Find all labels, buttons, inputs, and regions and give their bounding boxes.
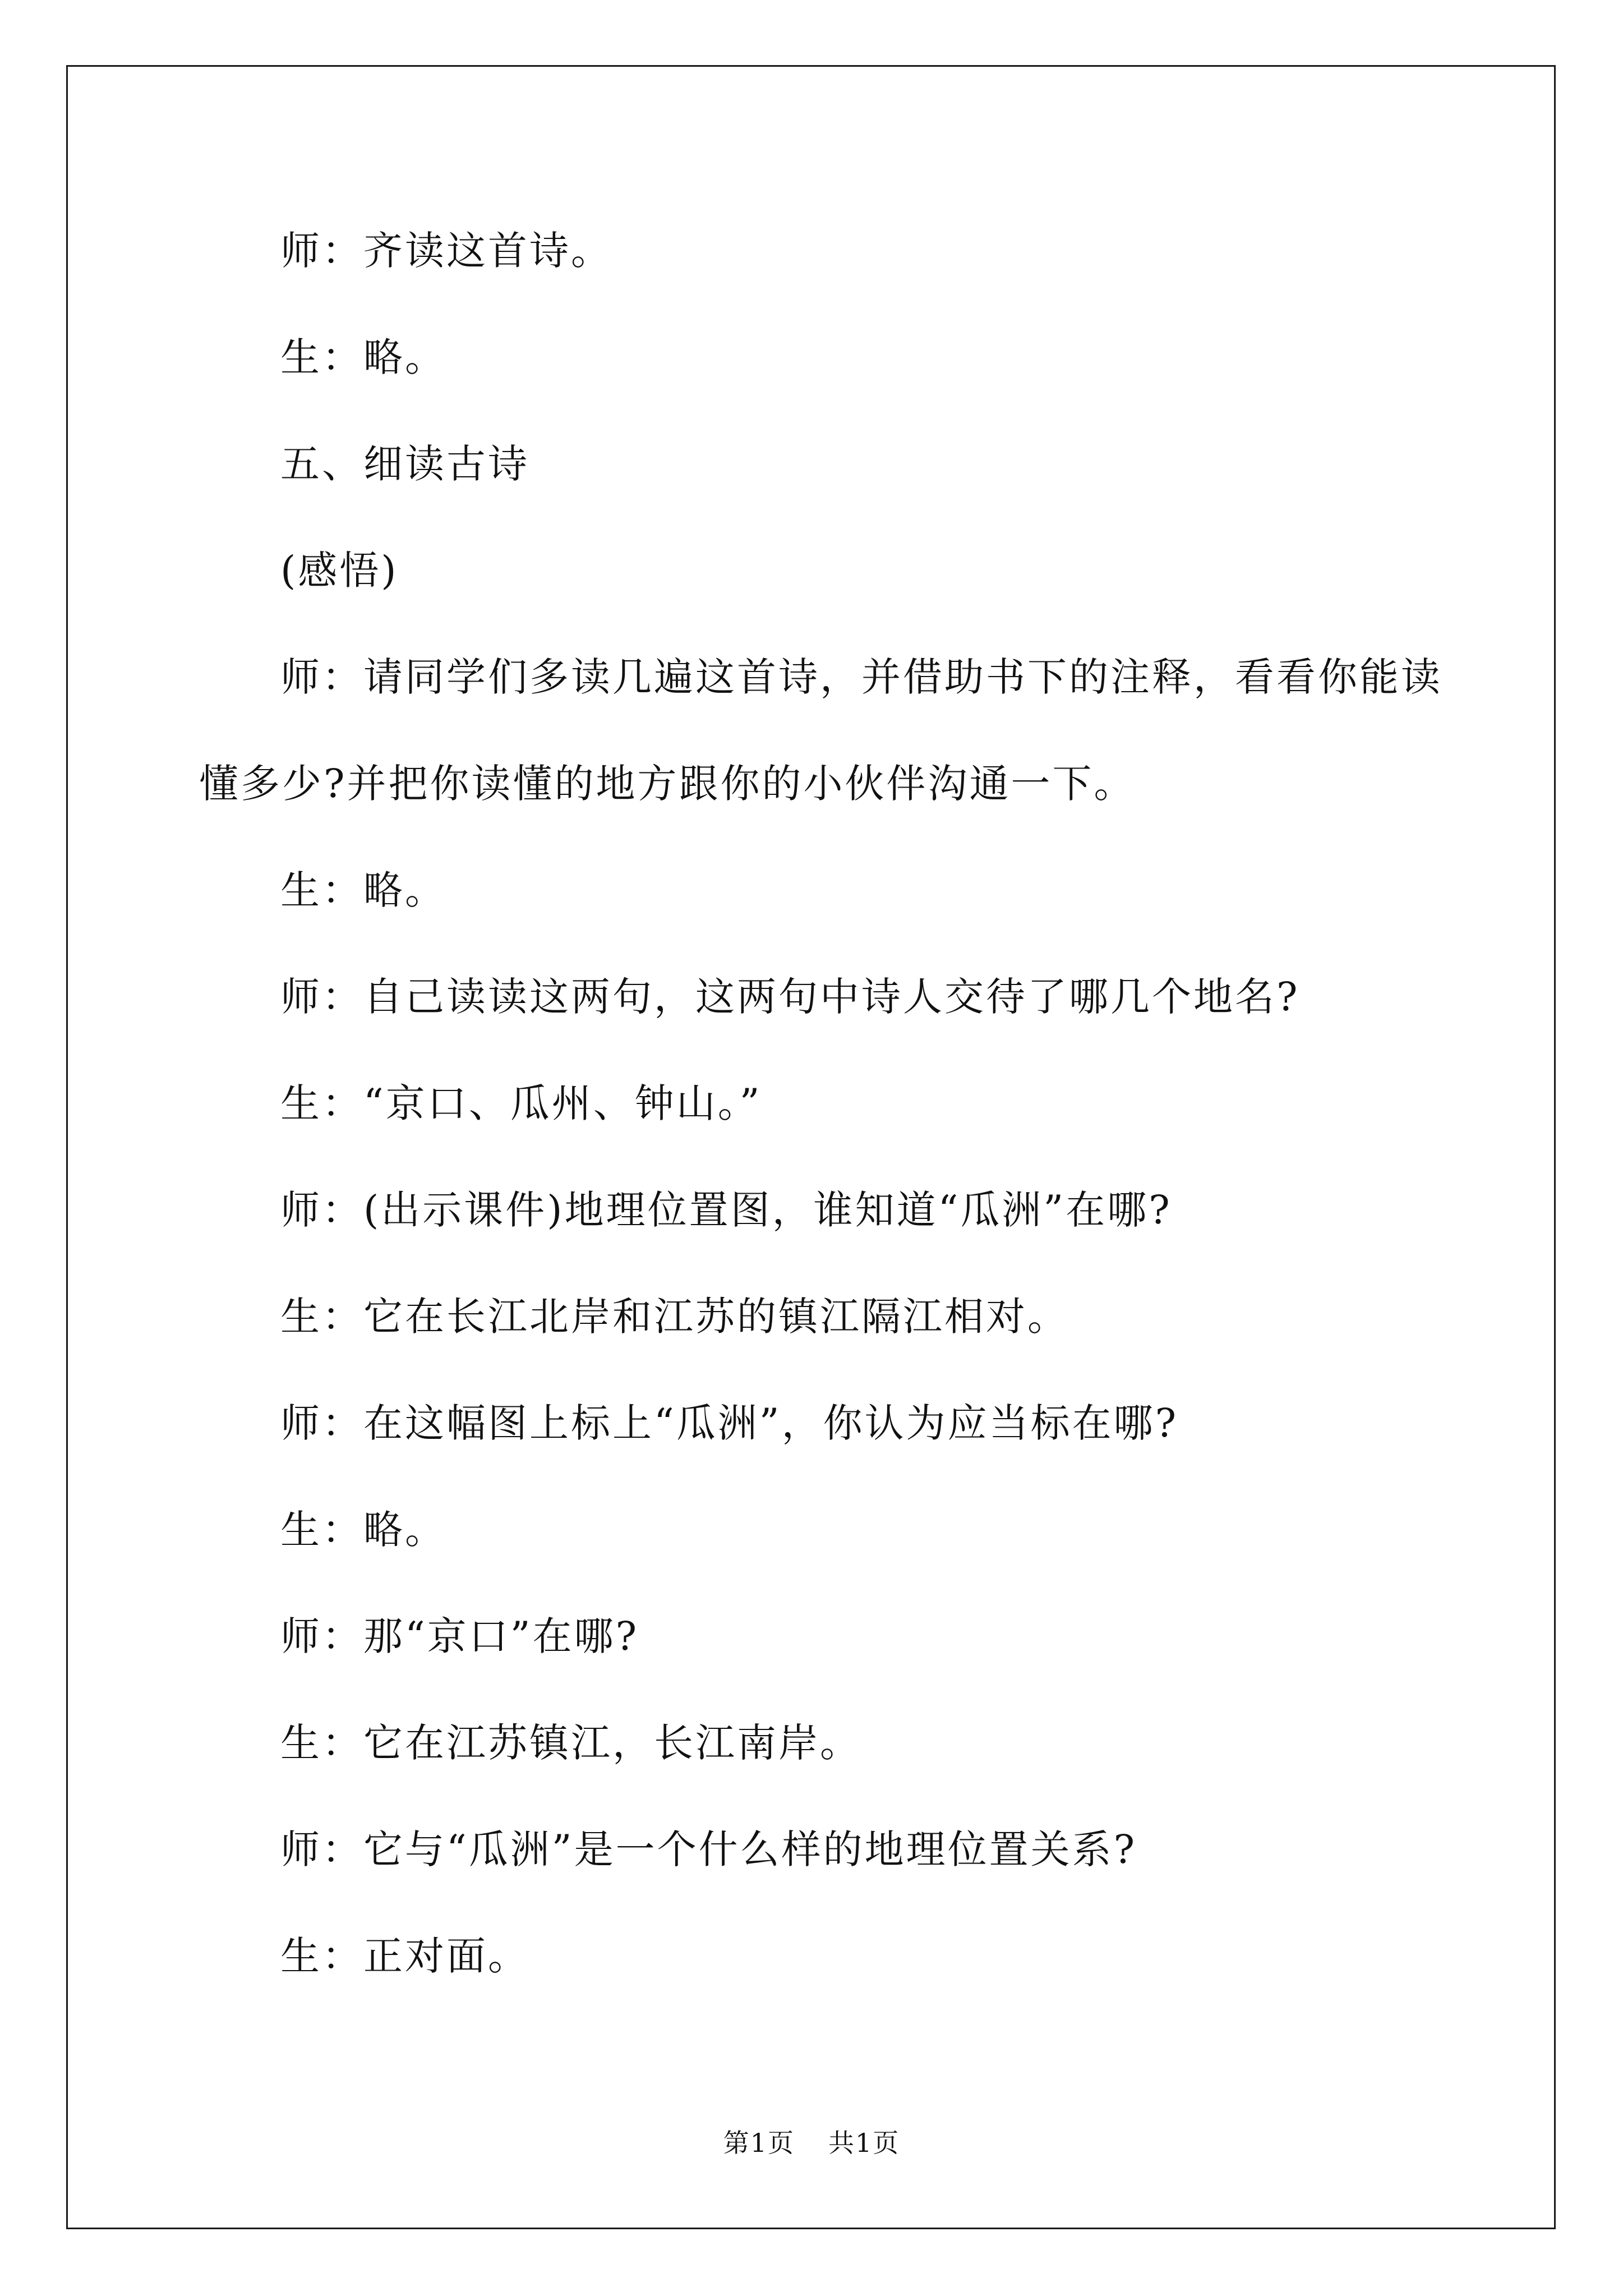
paragraph-3-section-heading: 五、细读古诗: [280, 441, 529, 487]
paragraph-4: (感悟): [280, 547, 399, 593]
paragraph-13: 师：那“京口”在哪?: [280, 1613, 639, 1659]
paragraph-5-continuation: 懂多少?并把你读懂的地方跟你的小伙伴沟通一下。: [199, 761, 1136, 807]
paragraph-12: 生：略。: [280, 1507, 446, 1553]
paragraph-6: 生：略。: [280, 867, 446, 913]
paragraph-2: 生：略。: [280, 334, 446, 380]
paragraph-9: 师：(出示课件)地理位置图，谁知道“瓜洲”在哪?: [280, 1187, 1172, 1233]
paragraph-15: 师：它与“瓜洲”是一个什么样的地理位置关系?: [280, 1826, 1137, 1872]
page-total: 共1页: [828, 2128, 900, 2158]
paragraph-1: 师：齐读这首诗。: [280, 228, 612, 274]
page-number: 第1页: [723, 2128, 795, 2158]
page-border: [66, 65, 1556, 2229]
paragraph-11: 师：在这幅图上标上“瓜洲”，你认为应当标在哪?: [280, 1400, 1179, 1446]
page-footer: [0, 2126, 1623, 2160]
paragraph-14: 生：它在江苏镇江，长江南岸。: [280, 1720, 861, 1766]
paragraph-16: 生：正对面。: [280, 1933, 529, 1979]
paragraph-10: 生：它在长江北岸和江苏的镇江隔江相对。: [280, 1294, 1069, 1340]
paragraph-5: 师：请同学们多读几遍这首诗，并借助书下的注释，看看你能读: [280, 654, 1442, 700]
paragraph-7: 师：自己读读这两句，这两句中诗人交待了哪几个地名?: [280, 974, 1300, 1020]
paragraph-8: 生：“京口、瓜州、钟山。”: [280, 1080, 762, 1126]
